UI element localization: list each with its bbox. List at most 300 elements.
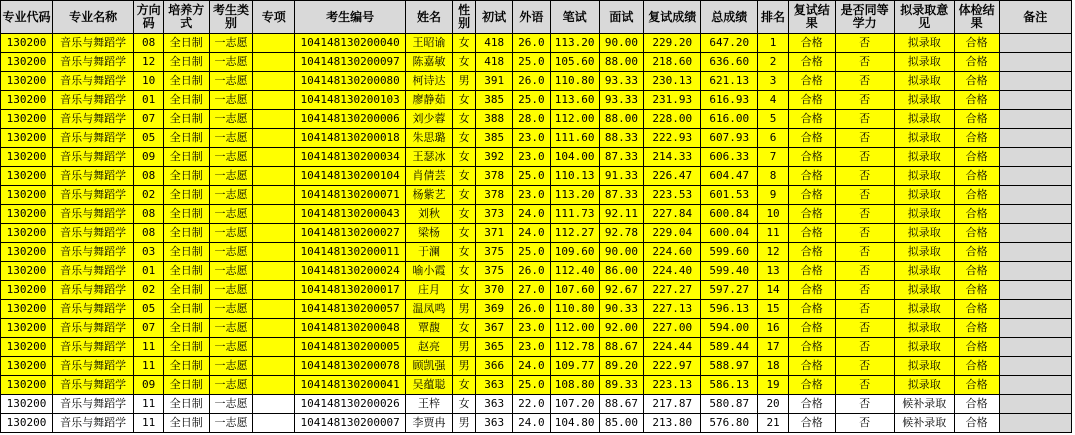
table-cell: 一志愿: [209, 338, 253, 357]
table-cell: 224.40: [644, 262, 701, 281]
table-cell: 224.44: [644, 338, 701, 357]
table-cell: [999, 186, 1071, 205]
table-cell: 05: [134, 129, 164, 148]
table-cell: 25.0: [513, 167, 551, 186]
table-cell: 音乐与舞蹈学: [52, 395, 133, 414]
table-cell: [999, 53, 1071, 72]
table-cell: 616.00: [701, 110, 758, 129]
table-cell: [253, 395, 295, 414]
table-cell: 音乐与舞蹈学: [52, 224, 133, 243]
table-cell: 一志愿: [209, 205, 253, 224]
column-header: 专业名称: [52, 1, 133, 34]
table-cell: 88.33: [599, 129, 644, 148]
table-cell: 113.20: [550, 34, 599, 53]
table-cell: 26.0: [513, 300, 551, 319]
table-cell: 一志愿: [209, 53, 253, 72]
table-cell: [253, 34, 295, 53]
table-cell: 拟录取: [894, 129, 954, 148]
table-cell: 229.04: [644, 224, 701, 243]
table-cell: [253, 357, 295, 376]
table-cell: 女: [452, 205, 475, 224]
table-cell: 369: [476, 300, 513, 319]
column-header: 是否同等学力: [835, 1, 894, 34]
table-cell: 合格: [954, 91, 999, 110]
column-header: 总成绩: [701, 1, 758, 34]
table-cell: 607.93: [701, 129, 758, 148]
table-cell: 拟录取: [894, 91, 954, 110]
table-cell: 576.80: [701, 414, 758, 433]
table-cell: 温凤鸣: [406, 300, 453, 319]
table-cell: 385: [476, 91, 513, 110]
table-cell: [999, 338, 1071, 357]
table-cell: 24.0: [513, 357, 551, 376]
table-cell: 93.33: [599, 72, 644, 91]
table-cell: 104148130200071: [295, 186, 406, 205]
table-cell: 112.27: [550, 224, 599, 243]
table-cell: 104148130200080: [295, 72, 406, 91]
table-cell: 108.80: [550, 376, 599, 395]
table-cell: 否: [835, 167, 894, 186]
table-cell: 130200: [1, 205, 53, 224]
table-cell: 08: [134, 34, 164, 53]
table-cell: 拟录取: [894, 224, 954, 243]
table-cell: 104.80: [550, 414, 599, 433]
table-cell: 合格: [954, 34, 999, 53]
table-cell: 全日制: [163, 148, 209, 167]
table-cell: 候补录取: [894, 414, 954, 433]
table-cell: 11: [134, 414, 164, 433]
column-header: 笔试: [550, 1, 599, 34]
table-cell: 21: [758, 414, 789, 433]
table-cell: 227.27: [644, 281, 701, 300]
table-cell: 拟录取: [894, 357, 954, 376]
table-cell: 107.60: [550, 281, 599, 300]
table-cell: 合格: [788, 281, 835, 300]
table-cell: 25.0: [513, 376, 551, 395]
table-cell: 音乐与舞蹈学: [52, 148, 133, 167]
table-cell: 女: [452, 281, 475, 300]
table-cell: 合格: [788, 376, 835, 395]
column-header: 备注: [999, 1, 1071, 34]
table-cell: 23.0: [513, 148, 551, 167]
table-cell: 女: [452, 262, 475, 281]
table-cell: 合格: [954, 72, 999, 91]
table-cell: 音乐与舞蹈学: [52, 243, 133, 262]
table-cell: 音乐与舞蹈学: [52, 376, 133, 395]
table-cell: 130200: [1, 395, 53, 414]
table-cell: [999, 129, 1071, 148]
table-cell: 223.53: [644, 186, 701, 205]
table-cell: 合格: [954, 148, 999, 167]
table-cell: 104148130200011: [295, 243, 406, 262]
table-cell: 589.44: [701, 338, 758, 357]
table-cell: 391: [476, 72, 513, 91]
column-header: 初试: [476, 1, 513, 34]
table-cell: 男: [452, 357, 475, 376]
table-cell: [999, 167, 1071, 186]
table-cell: 597.27: [701, 281, 758, 300]
table-cell: 02: [134, 186, 164, 205]
table-cell: 26.0: [513, 72, 551, 91]
table-cell: 梁杨: [406, 224, 453, 243]
table-cell: 合格: [954, 53, 999, 72]
table-cell: 217.87: [644, 395, 701, 414]
table-cell: 于澜: [406, 243, 453, 262]
table-cell: 104148130200103: [295, 91, 406, 110]
table-cell: 14: [758, 281, 789, 300]
table-cell: 104148130200048: [295, 319, 406, 338]
table-cell: 王瑟冰: [406, 148, 453, 167]
table-cell: 全日制: [163, 53, 209, 72]
table-cell: 224.60: [644, 243, 701, 262]
table-cell: 24.0: [513, 224, 551, 243]
table-cell: 合格: [788, 224, 835, 243]
table-cell: 227.13: [644, 300, 701, 319]
table-cell: 一志愿: [209, 300, 253, 319]
table-cell: 全日制: [163, 395, 209, 414]
table-cell: 104.00: [550, 148, 599, 167]
table-cell: 130200: [1, 72, 53, 91]
table-cell: 否: [835, 224, 894, 243]
table-cell: 王梓: [406, 395, 453, 414]
table-cell: 110.13: [550, 167, 599, 186]
table-cell: 10: [134, 72, 164, 91]
table-cell: 8: [758, 167, 789, 186]
table-cell: 12: [758, 243, 789, 262]
column-header: 方向码: [134, 1, 164, 34]
table-cell: [253, 224, 295, 243]
table-cell: 合格: [788, 34, 835, 53]
column-header: 复试结果: [788, 1, 835, 34]
table-cell: 拟录取: [894, 319, 954, 338]
table-cell: 女: [452, 395, 475, 414]
table-row: [1, 414, 1072, 433]
table-cell: 11: [134, 395, 164, 414]
table-body: [1, 34, 1072, 433]
table-cell: 否: [835, 148, 894, 167]
table-cell: 王昭谕: [406, 34, 453, 53]
table-cell: 合格: [788, 72, 835, 91]
table-cell: 16: [758, 319, 789, 338]
table-cell: 肖倩芸: [406, 167, 453, 186]
table-cell: 586.13: [701, 376, 758, 395]
table-cell: 女: [452, 148, 475, 167]
table-cell: 418: [476, 34, 513, 53]
table-cell: 女: [452, 167, 475, 186]
column-header: 外语: [513, 1, 551, 34]
table-cell: 7: [758, 148, 789, 167]
table-cell: 否: [835, 205, 894, 224]
table-cell: 合格: [788, 129, 835, 148]
table-cell: 拟录取: [894, 243, 954, 262]
table-cell: 89.33: [599, 376, 644, 395]
table-cell: [999, 148, 1071, 167]
table-row: [1, 205, 1072, 224]
table-cell: 130200: [1, 91, 53, 110]
table-cell: 女: [452, 243, 475, 262]
table-cell: 93.33: [599, 91, 644, 110]
table-cell: 88.67: [599, 395, 644, 414]
table-cell: 否: [835, 110, 894, 129]
table-cell: 418: [476, 53, 513, 72]
table-cell: [999, 72, 1071, 91]
table-cell: 109.60: [550, 243, 599, 262]
table-cell: 647.20: [701, 34, 758, 53]
table-cell: 合格: [788, 148, 835, 167]
table-cell: 喻小霞: [406, 262, 453, 281]
table-cell: 365: [476, 338, 513, 357]
table-cell: 合格: [788, 186, 835, 205]
table-cell: 刘少蓉: [406, 110, 453, 129]
table-cell: 621.13: [701, 72, 758, 91]
table-row: [1, 224, 1072, 243]
table-cell: 男: [452, 72, 475, 91]
table-cell: 全日制: [163, 243, 209, 262]
table-cell: 130200: [1, 34, 53, 53]
table-cell: 1: [758, 34, 789, 53]
table-cell: 一志愿: [209, 357, 253, 376]
table-cell: 113.60: [550, 91, 599, 110]
table-cell: 92.78: [599, 224, 644, 243]
table-cell: 104148130200024: [295, 262, 406, 281]
table-cell: 22.0: [513, 395, 551, 414]
table-cell: 601.53: [701, 186, 758, 205]
table-cell: 599.60: [701, 243, 758, 262]
table-cell: 杨紫艺: [406, 186, 453, 205]
table-cell: 否: [835, 357, 894, 376]
table-cell: 88.00: [599, 53, 644, 72]
table-cell: 全日制: [163, 72, 209, 91]
table-cell: 否: [835, 300, 894, 319]
table-cell: [999, 395, 1071, 414]
table-cell: 10: [758, 205, 789, 224]
table-cell: 104148130200043: [295, 205, 406, 224]
table-cell: 一志愿: [209, 91, 253, 110]
table-cell: 01: [134, 91, 164, 110]
table-cell: 130200: [1, 262, 53, 281]
column-header: 专业代码: [1, 1, 53, 34]
table-cell: 拟录取: [894, 281, 954, 300]
table-row: [1, 300, 1072, 319]
column-header: 体检结果: [954, 1, 999, 34]
table-row: [1, 34, 1072, 53]
table-cell: [253, 376, 295, 395]
table-cell: 一志愿: [209, 34, 253, 53]
table-cell: 104148130200097: [295, 53, 406, 72]
table-row: [1, 357, 1072, 376]
table-cell: 拟录取: [894, 110, 954, 129]
table-cell: 男: [452, 414, 475, 433]
table-cell: [253, 262, 295, 281]
table-cell: 15: [758, 300, 789, 319]
table-cell: 全日制: [163, 262, 209, 281]
table-cell: 112.00: [550, 110, 599, 129]
table-cell: 拟录取: [894, 72, 954, 91]
table-cell: 599.40: [701, 262, 758, 281]
table-cell: 庄月: [406, 281, 453, 300]
table-cell: 109.77: [550, 357, 599, 376]
table-cell: 音乐与舞蹈学: [52, 300, 133, 319]
table-cell: 廖静茹: [406, 91, 453, 110]
table-row: [1, 243, 1072, 262]
table-cell: 87.33: [599, 186, 644, 205]
table-cell: 合格: [954, 205, 999, 224]
column-header: 考生类别: [209, 1, 253, 34]
table-row: [1, 129, 1072, 148]
table-cell: 23.0: [513, 319, 551, 338]
table-cell: 104148130200026: [295, 395, 406, 414]
table-cell: 拟录取: [894, 300, 954, 319]
table-cell: 合格: [788, 300, 835, 319]
table-cell: 李贾冉: [406, 414, 453, 433]
table-row: [1, 110, 1072, 129]
table-cell: 否: [835, 129, 894, 148]
table-cell: 596.13: [701, 300, 758, 319]
table-cell: 130200: [1, 300, 53, 319]
table-cell: 223.13: [644, 376, 701, 395]
table-cell: 27.0: [513, 281, 551, 300]
table-cell: 228.00: [644, 110, 701, 129]
table-cell: 26.0: [513, 262, 551, 281]
table-cell: 09: [134, 148, 164, 167]
table-cell: 89.20: [599, 357, 644, 376]
table-cell: 否: [835, 338, 894, 357]
table-cell: 否: [835, 376, 894, 395]
column-header: 专项: [253, 1, 295, 34]
column-header: 姓名: [406, 1, 453, 34]
table-cell: 赵亮: [406, 338, 453, 357]
table-cell: 音乐与舞蹈学: [52, 129, 133, 148]
table-cell: 柯诗达: [406, 72, 453, 91]
table-cell: [999, 224, 1071, 243]
table-cell: 拟录取: [894, 205, 954, 224]
table-cell: 112.40: [550, 262, 599, 281]
table-cell: [999, 281, 1071, 300]
table-cell: 吴蕴聪: [406, 376, 453, 395]
table-cell: 合格: [788, 243, 835, 262]
table-cell: [253, 53, 295, 72]
table-cell: 否: [835, 186, 894, 205]
table-cell: 26.0: [513, 34, 551, 53]
table-cell: 合格: [954, 243, 999, 262]
table-cell: 03: [134, 243, 164, 262]
table-cell: 104148130200040: [295, 34, 406, 53]
table-cell: 否: [835, 53, 894, 72]
table-cell: 2: [758, 53, 789, 72]
table-cell: 130200: [1, 281, 53, 300]
table-row: [1, 281, 1072, 300]
table-cell: 07: [134, 110, 164, 129]
table-cell: 111.60: [550, 129, 599, 148]
table-cell: 375: [476, 262, 513, 281]
table-cell: 08: [134, 224, 164, 243]
table-cell: 合格: [788, 357, 835, 376]
table-cell: 一志愿: [209, 376, 253, 395]
table-cell: 370: [476, 281, 513, 300]
table-cell: 全日制: [163, 224, 209, 243]
table-cell: 104148130200104: [295, 167, 406, 186]
table-cell: 25.0: [513, 91, 551, 110]
table-cell: 全日制: [163, 300, 209, 319]
table-cell: 合格: [954, 110, 999, 129]
table-cell: 230.13: [644, 72, 701, 91]
table-cell: [999, 376, 1071, 395]
table-cell: 88.00: [599, 110, 644, 129]
table-cell: 104148130200041: [295, 376, 406, 395]
table-cell: 全日制: [163, 186, 209, 205]
table-cell: 一志愿: [209, 129, 253, 148]
table-cell: 一志愿: [209, 281, 253, 300]
table-cell: [999, 110, 1071, 129]
table-cell: 378: [476, 167, 513, 186]
table-cell: 388: [476, 110, 513, 129]
table-cell: 音乐与舞蹈学: [52, 414, 133, 433]
table-cell: 拟录取: [894, 262, 954, 281]
table-cell: 222.93: [644, 129, 701, 148]
table-cell: [999, 243, 1071, 262]
table-cell: 音乐与舞蹈学: [52, 34, 133, 53]
table-cell: 227.00: [644, 319, 701, 338]
table-cell: 5: [758, 110, 789, 129]
table-cell: 全日制: [163, 319, 209, 338]
table-cell: 130200: [1, 376, 53, 395]
table-cell: 104148130200034: [295, 148, 406, 167]
table-cell: 130200: [1, 338, 53, 357]
table-cell: 11: [134, 338, 164, 357]
table-row: [1, 186, 1072, 205]
table-cell: 110.80: [550, 300, 599, 319]
table-cell: 11: [134, 357, 164, 376]
table-cell: [253, 243, 295, 262]
table-cell: 104148130200005: [295, 338, 406, 357]
table-cell: 130200: [1, 129, 53, 148]
table-cell: 104148130200027: [295, 224, 406, 243]
table-cell: 否: [835, 243, 894, 262]
table-cell: 6: [758, 129, 789, 148]
table-cell: 07: [134, 319, 164, 338]
table-cell: 一志愿: [209, 72, 253, 91]
table-cell: 全日制: [163, 376, 209, 395]
table-cell: 拟录取: [894, 53, 954, 72]
table-cell: 全日制: [163, 414, 209, 433]
table-cell: 覃馥: [406, 319, 453, 338]
table-cell: 367: [476, 319, 513, 338]
column-header: 性别: [452, 1, 475, 34]
table-cell: 合格: [788, 319, 835, 338]
table-cell: 合格: [788, 205, 835, 224]
table-cell: 拟录取: [894, 376, 954, 395]
table-cell: 否: [835, 395, 894, 414]
table-cell: 拟录取: [894, 338, 954, 357]
table-cell: 12: [134, 53, 164, 72]
table-cell: [253, 414, 295, 433]
table-cell: 366: [476, 357, 513, 376]
table-cell: [253, 281, 295, 300]
table-cell: 音乐与舞蹈学: [52, 338, 133, 357]
table-cell: 363: [476, 414, 513, 433]
table-cell: 88.67: [599, 338, 644, 357]
table-cell: 229.20: [644, 34, 701, 53]
table-cell: 226.47: [644, 167, 701, 186]
table-cell: 合格: [788, 262, 835, 281]
table-cell: 合格: [954, 167, 999, 186]
table-cell: 音乐与舞蹈学: [52, 281, 133, 300]
table-cell: 一志愿: [209, 224, 253, 243]
table-cell: 28.0: [513, 110, 551, 129]
table-cell: 25.0: [513, 53, 551, 72]
table-cell: 候补录取: [894, 395, 954, 414]
table-cell: 音乐与舞蹈学: [52, 205, 133, 224]
